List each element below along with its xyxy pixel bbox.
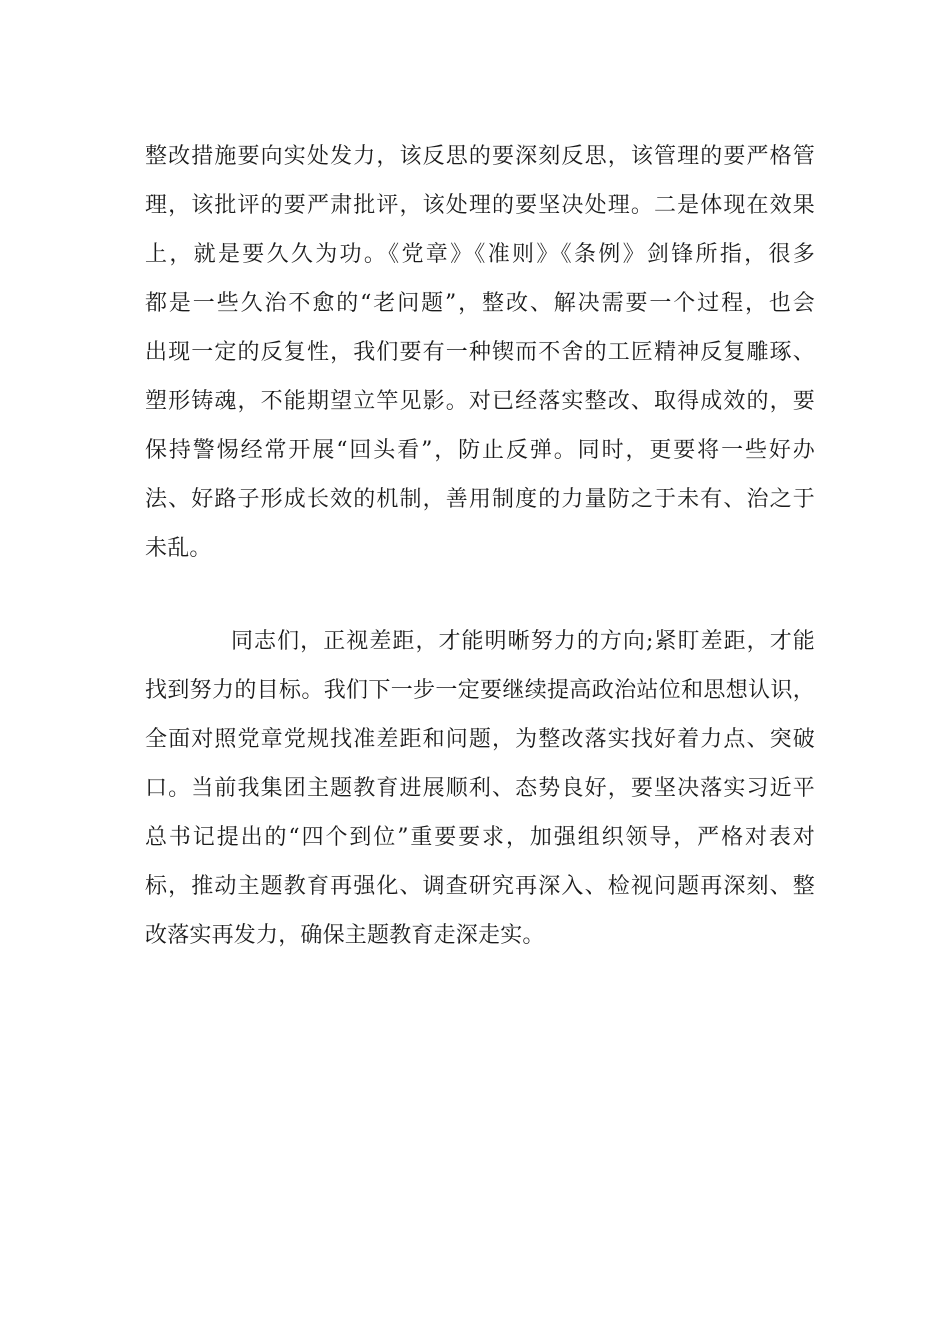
- paragraph-1-line-3: 上，就是要久久为功。《党章》《准则》《条例》剑锋所指，很多: [145, 242, 815, 267]
- paragraph-1-line-7: 保持警惕经常开展“回头看”，防止反弹。同时，更要将一些好办: [145, 438, 815, 463]
- paragraph-1-line-8: 法、好路子形成长效的机制，善用制度的力量防之于未有、治之于: [145, 487, 815, 512]
- paragraph-1-line-5: 出现一定的反复性，我们要有一种锲而不舍的工匠精神反复雕琢、: [145, 340, 815, 365]
- paragraph-2-line-2: 找到努力的目标。我们下一步一定要继续提高政治站位和思想认识，: [145, 678, 815, 703]
- paragraph-1-line-2: 理，该批评的要严肃批评，该处理的要坚决处理。二是体现在效果: [145, 193, 815, 218]
- paragraph-2-line-3: 全面对照党章党规找准差距和问题，为整改落实找好着力点、突破: [145, 727, 815, 752]
- paragraph-1: [145, 132, 815, 573]
- paragraph-2-line-4: 口。当前我集团主题教育进展顺利、态势良好，要坚决落实习近平: [145, 776, 815, 801]
- paragraph-2: [145, 617, 815, 960]
- paragraph-1-line-1: 整改措施要向实处发力，该反思的要深刻反思，该管理的要严格管: [145, 144, 815, 169]
- paragraph-2-line-6: 标，推动主题教育再强化、调查研究再深入、检视问题再深刻、整: [145, 874, 815, 899]
- paragraph-2-line-5: 总书记提出的“四个到位”重要要求，加强组织领导，严格对表对: [145, 825, 815, 850]
- paragraph-2-line-1: 同志们，正视差距，才能明晰努力的方向;紧盯差距，才能: [231, 629, 815, 654]
- paragraph-1-line-9: 未乱。: [145, 536, 212, 561]
- paragraph-1-line-6: 塑形铸魂，不能期望立竿见影。对已经落实整改、取得成效的，要: [145, 389, 815, 414]
- paragraph-1-line-4: 都是一些久治不愈的“老问题”，整改、解决需要一个过程，也会: [145, 291, 815, 316]
- paragraph-2-line-7: 改落实再发力，确保主题教育走深走实。: [145, 923, 545, 948]
